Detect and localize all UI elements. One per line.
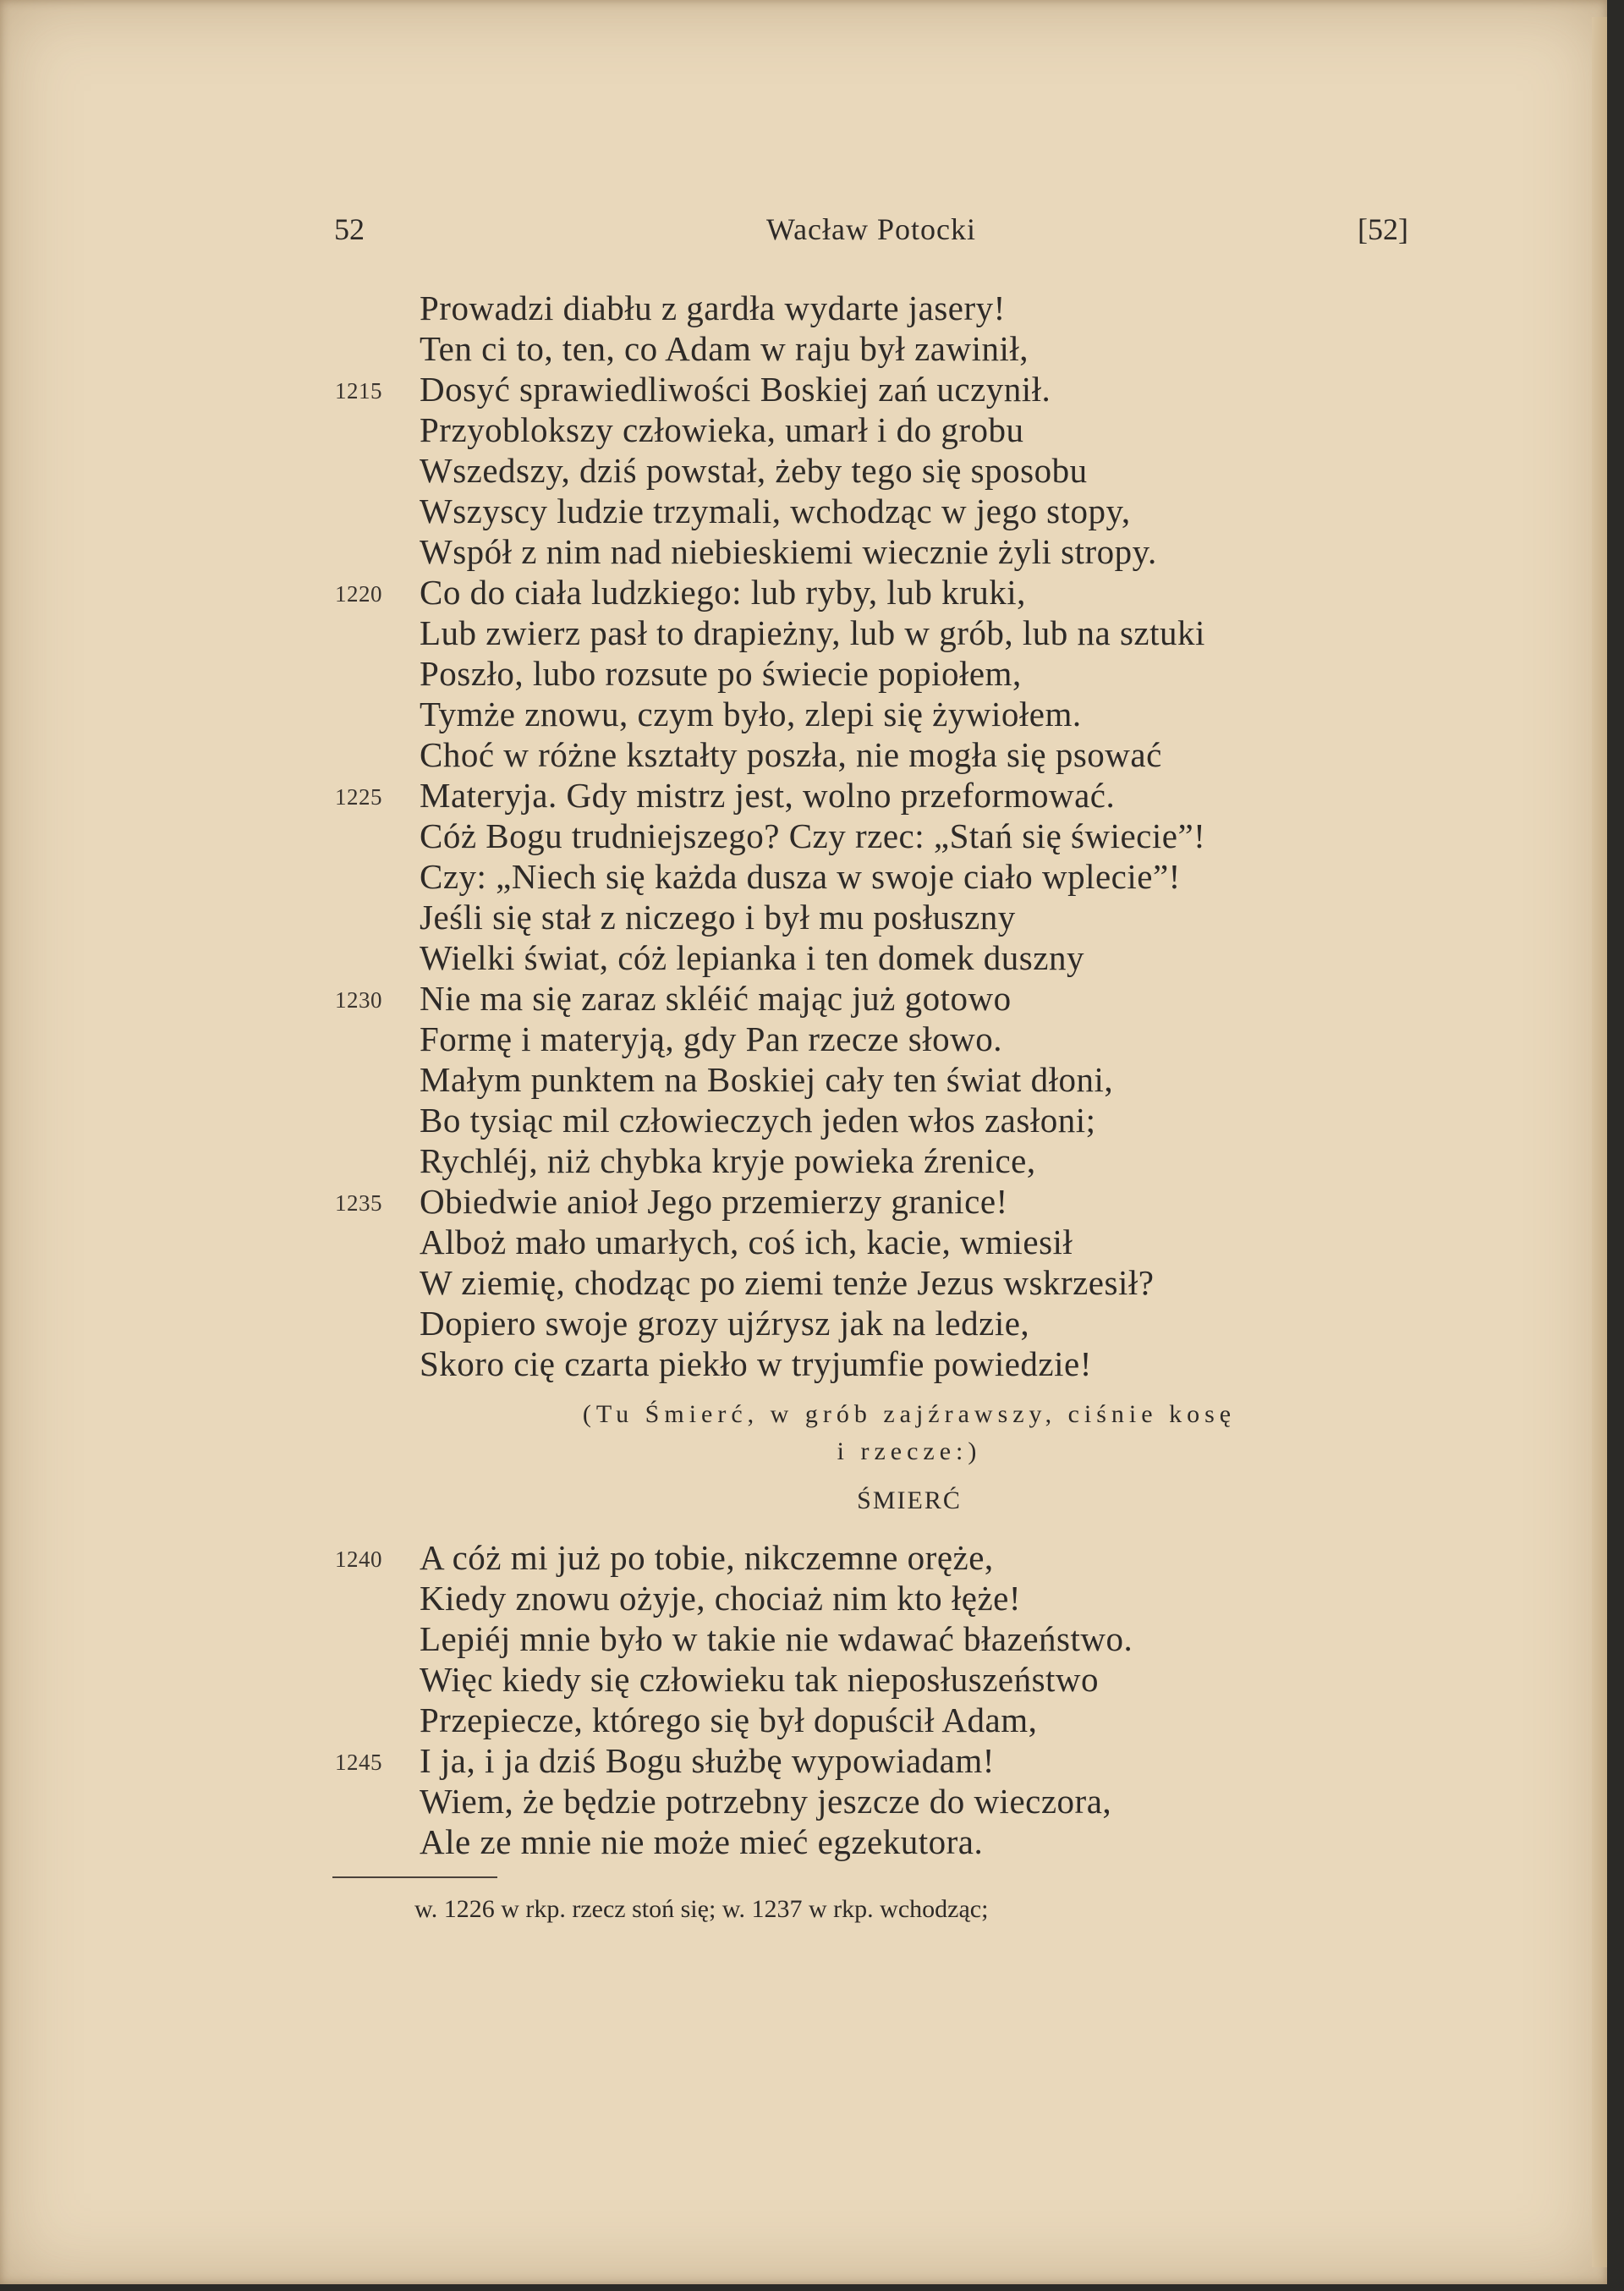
verse-text: Lub zwierz pasł to drapieżny, lub w grób, lub na sztuki [420, 613, 1205, 652]
verse-line [330, 450, 1429, 491]
verse-line [330, 409, 1429, 450]
verse-line [330, 734, 1429, 775]
verse-text: Formę i materyją, gdy Pan rzecze słowo. [420, 1019, 1002, 1058]
verse-text: Tymże znowu, czym było, zlepi się żywiołem. [420, 695, 1082, 733]
line-number: 1225 [335, 784, 382, 810]
verse-line [330, 1578, 1429, 1618]
verse-text: W ziemię, chodząc po ziemi tenże Jezus wskrzesił? [420, 1263, 1155, 1302]
line-number: 1240 [335, 1547, 382, 1572]
verse-text: I ja, i ja dziś Bogu służbę wypowiadam! [420, 1741, 995, 1780]
verse-line [330, 1700, 1429, 1740]
verse-text: Prowadzi diabłu z gardła wydarte jasery! [420, 288, 1006, 327]
line-number: 1235 [335, 1190, 382, 1216]
page-number-left: 52 [334, 212, 365, 246]
verse-line [330, 653, 1429, 694]
verse-text: Skoro cię czarta piekło w tryjumfie powiedzie! [420, 1344, 1092, 1383]
verse-block-before [330, 288, 1429, 1384]
page-number-right: [52] [1358, 212, 1408, 246]
verse-text: Alboż mało umarłych, coś ich, kacie, wmiesił [420, 1222, 1073, 1261]
verse-line [330, 1059, 1429, 1100]
verse-text: Czy: „Niech się każda dusza w swoje ciało wplecie”! [420, 857, 1181, 896]
verse-block-after [330, 1537, 1429, 1862]
verse-text: Rychléj, niż chybka kryje powieka źrenice, [420, 1141, 1036, 1180]
verse-text: Bo tysiąc mil człowieczych jeden włos zasłoni; [420, 1101, 1096, 1140]
verse-text: Nie ma się zaraz skléić mając już gotowo [420, 979, 1012, 1018]
verse-line [330, 775, 1429, 816]
verse-line [330, 978, 1429, 1019]
verse-line [330, 1222, 1429, 1262]
verse-text: Wiem, że będzie potrzebny jeszcze do wieczora, [420, 1782, 1112, 1821]
verse-line [330, 491, 1429, 531]
verse-line [330, 1100, 1429, 1140]
running-title-author: Wacław Potocki [765, 212, 977, 246]
verse-text: Przepiecze, którego się był dopuścił Adam, [420, 1700, 1038, 1739]
verse-text: Co do ciała ludzkiego: lub ryby, lub kruki, [420, 573, 1026, 612]
verse-line [330, 1303, 1429, 1343]
verse-line [330, 1537, 1429, 1578]
verse-line [330, 1019, 1429, 1059]
line-number: 1245 [335, 1750, 382, 1775]
verse-line [330, 816, 1429, 856]
verse-line [330, 328, 1429, 369]
verse-line [330, 572, 1429, 613]
line-number: 1230 [335, 987, 382, 1013]
verse-line [330, 856, 1429, 897]
line-number: 1215 [335, 378, 382, 404]
verse-line [330, 288, 1429, 328]
verse-text: A cóż mi już po tobie, nikczemne oręże, [420, 1538, 994, 1577]
stage-direction-line: (Tu Śmierć, w grób zajźrawszy, ciśnie kosę [582, 1400, 1237, 1428]
verse-text: Ten ci to, ten, co Adam w raju był zawinił, [420, 329, 1029, 368]
verse-text: Cóż Bogu trudniejszego? Czy rzec: „Stań się świecie”! [420, 816, 1206, 855]
verse-text: Materyja. Gdy mistrz jest, wolno przeformować. [420, 776, 1116, 815]
verse-line [330, 937, 1429, 978]
verse-text: Jeśli się stał z niczego i był mu posłuszny [420, 898, 1016, 937]
line-number: 1220 [335, 581, 382, 607]
verse-text: Choć w różne kształty poszła, nie mogła się psować [420, 735, 1162, 774]
verse-text: Wielki świat, cóż lepianka i ten domek duszny [420, 938, 1084, 977]
verse-line [330, 1262, 1429, 1303]
stage-direction [423, 1396, 1396, 1470]
verse-text: Dosyć sprawiedliwości Boskiej zań uczynił. [420, 370, 1051, 409]
verse-text: Przyoblokszy człowieka, umarł i do grobu [420, 410, 1024, 449]
verse-line [330, 613, 1429, 653]
verse-line [330, 1659, 1429, 1700]
footnote-rule [332, 1876, 497, 1878]
verse-text: Współ z nim nad niebieskiemi wiecznie żyli stropy. [420, 532, 1157, 571]
verse-text: Kiedy znowu ożyje, chociaż nim kto łęże! [420, 1579, 1022, 1618]
verse-text: Małym punktem na Boskiej cały ten świat dłoni, [420, 1060, 1114, 1099]
verse-line [330, 369, 1429, 409]
verse-line [330, 1140, 1429, 1181]
verse-text: Obiedwie anioł Jego przemierzy granice! [420, 1182, 1008, 1221]
verse-text: Wszyscy ludzie trzymali, wchodząc w jego stopy, [420, 492, 1131, 530]
page-edge [1592, 17, 1607, 2267]
speaker-name: ŚMIERĆ [857, 1486, 962, 1514]
verse-text: Więc kiedy się człowieku tak nieposłuszeństwo [420, 1660, 1100, 1699]
running-header [334, 212, 1408, 262]
verse-text: Lepiéj mnie było w takie nie wdawać błazeństwo. [420, 1619, 1133, 1658]
verse-text: Poszło, lubo rozsute po świecie popiołem, [420, 654, 1022, 693]
verse-line [330, 1618, 1429, 1659]
verse-line [330, 1781, 1429, 1821]
verse-line [330, 531, 1429, 572]
verse-line [330, 1740, 1429, 1781]
stage-direction-line: i rzecze:) [837, 1437, 982, 1465]
verse-line [330, 1821, 1429, 1862]
verse-line [330, 1181, 1429, 1222]
verse-line [330, 1343, 1429, 1384]
footnote: w. 1226 w rkp. rzecz stoń się; w. 1237 w rkp. wchodząc; [414, 1895, 989, 1923]
verse-text: Wszedszy, dziś powstał, żeby tego się sposobu [420, 451, 1088, 490]
verse-line [330, 897, 1429, 937]
verse-text: Ale ze mnie nie może mieć egzekutora. [420, 1822, 984, 1861]
verse-text: Dopiero swoje grozy ujźrysz jak na ledzie, [420, 1304, 1030, 1343]
verse-line [330, 694, 1429, 734]
